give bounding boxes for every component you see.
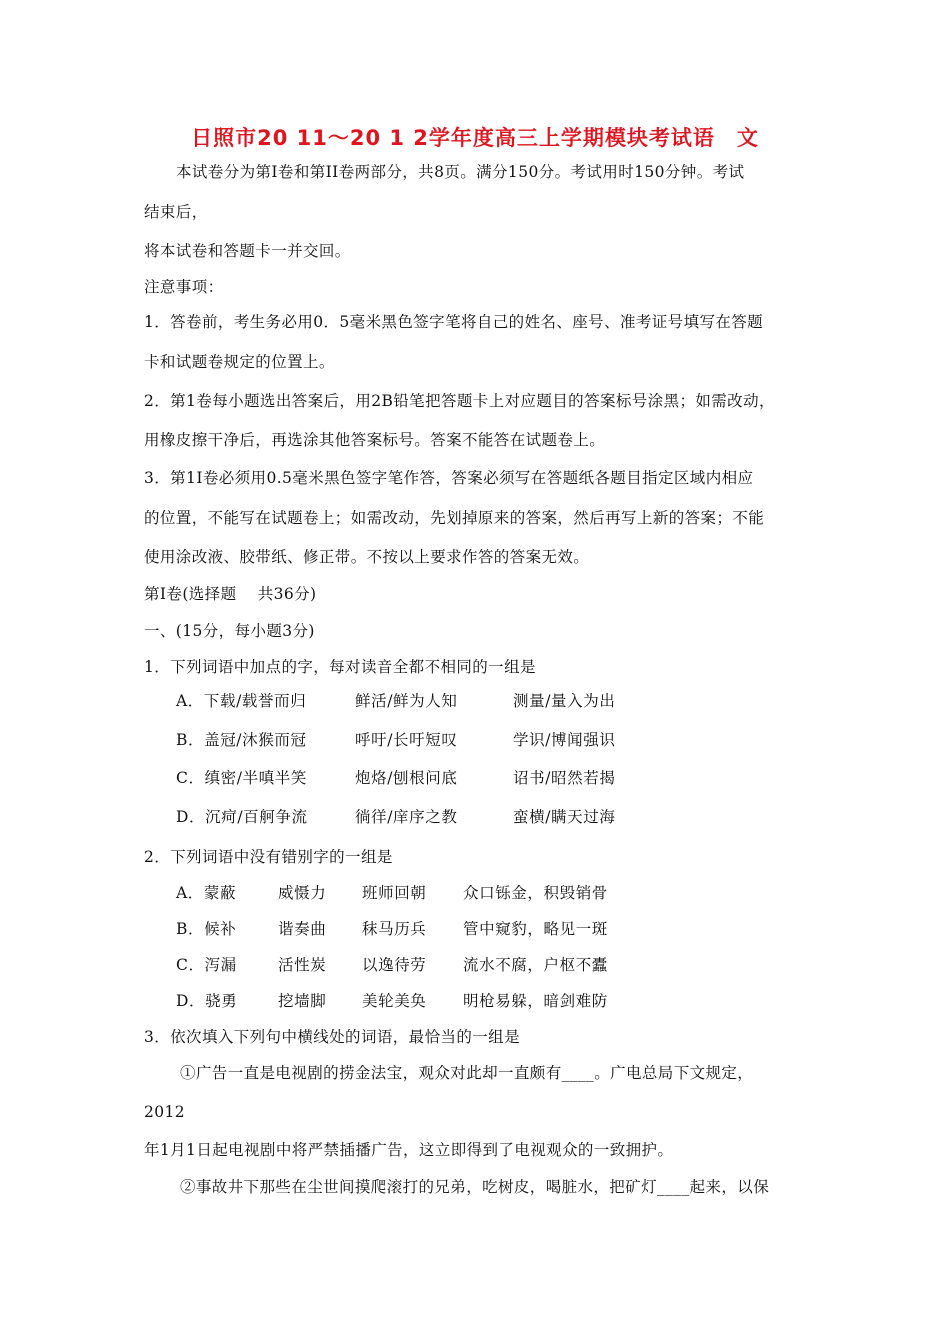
- q2-option-b-3: 秣马历兵: [362, 920, 427, 938]
- q2-option-d-4: 明枪易躲，暗剑难防: [463, 992, 608, 1010]
- intro-line-1: 本试卷分为第Ⅰ卷和第II卷两部分，共8页。满分150分。考试用时150分钟。考试: [176, 163, 745, 181]
- notice-line-3: 2．第1卷每小题选出答案后，用2B铅笔把答题卡上对应题目的答案标号涂黑；如需改动，: [144, 392, 775, 410]
- section-heading: 第Ⅰ卷(选择题 共36分): [144, 585, 317, 603]
- intro-line-3: 将本试卷和答题卡一并交回。: [144, 242, 351, 260]
- q1-option-c-2: 炮烙/刨根问底: [355, 769, 458, 787]
- q1-option-a-1: A．下载/载誉而归: [176, 692, 307, 710]
- q1-option-a-2: 鲜活/鲜为人知: [355, 692, 458, 710]
- q1-option-c-3: 诏书/昭然若揭: [513, 769, 616, 787]
- q2-option-c-2: 活性炭: [278, 956, 327, 974]
- notice-line-4: 用橡皮擦干净后，再选涂其他答案标号。答案不能答在试题卷上。: [144, 431, 606, 449]
- notice-line-7: 使用涂改液、胶带纸、修正带。不按以上要求作答的答案无效。: [144, 548, 590, 566]
- q1-option-d-3: 蛮横/瞒天过海: [513, 808, 616, 826]
- notice-heading: 注意事项：: [144, 278, 224, 296]
- q2-option-b-4: 管中窥豹，略见一斑: [463, 920, 608, 938]
- q2-option-d-1: D．骁勇: [176, 992, 238, 1010]
- q3-sentence-1: ①广告一直是电视剧的捞金法宝，观众对此却一直颇有____。广电总局下文规定，: [180, 1064, 754, 1082]
- q2-option-a-1: A．蒙蔽: [176, 884, 237, 902]
- q2-option-a-4: 众口铄金，积毁销骨: [463, 884, 608, 902]
- q1-option-b-3: 学识/博闻强识: [513, 731, 616, 749]
- q2-option-d-3: 美轮美奂: [362, 992, 427, 1010]
- notice-line-1: 1．答卷前，考生务必用0．5毫米黑色签字笔将自己的姓名、座号、准考证号填写在答题: [144, 313, 764, 331]
- q3-sentence-1-cont-a: 2012: [144, 1103, 186, 1121]
- q1-option-c-1: C．缜密/半嗔半笑: [176, 769, 307, 787]
- q1-option-b-1: B．盖冠/沐猴而冠: [176, 731, 307, 749]
- q2-option-d-2: 挖墙脚: [278, 992, 327, 1010]
- q2-option-a-2: 威慑力: [278, 884, 327, 902]
- q2-option-c-3: 以逸待劳: [362, 956, 427, 974]
- q2-option-c-1: C．泻漏: [176, 956, 237, 974]
- q2-option-a-3: 班师回朝: [362, 884, 427, 902]
- q2-option-b-2: 谐奏曲: [278, 920, 327, 938]
- part-heading: 一、(15分，每小题3分): [144, 622, 315, 640]
- question-2-stem: 2．下列词语中没有错别字的一组是: [144, 848, 393, 866]
- q1-option-d-1: D．沉疴/百舸争流: [176, 808, 308, 826]
- q3-sentence-1-cont-b: 年1月1日起电视剧中将严禁插播广告，这立即得到了电视观众的一致拥护。: [144, 1141, 674, 1159]
- q2-option-b-1: B．候补: [176, 920, 237, 938]
- q3-sentence-2: ②事故井下那些在尘世间摸爬滚打的兄弟，吃树皮，喝脏水，把矿灯____起来，以保: [180, 1178, 770, 1196]
- q1-option-b-2: 呼吁/长吁短叹: [355, 731, 458, 749]
- notice-line-2: 卡和试题卷规定的位置上。: [144, 353, 335, 371]
- q1-option-a-3: 测量/量入为出: [513, 692, 616, 710]
- notice-line-6: 的位置，不能写在试题卷上；如需改动，先划掉原来的答案，然后再写上新的答案；不能: [144, 509, 765, 527]
- q1-option-d-2: 徜徉/庠序之教: [355, 808, 458, 826]
- document-title: 日照市20 11～20 1 2学年度高三上学期模块考试语 文: [191, 126, 759, 150]
- notice-line-5: 3．第1I卷必须用0.5毫米黑色签字笔作答，答案必须写在答题纸各题目指定区域内相应: [144, 469, 754, 487]
- question-3-stem: 3．依次填入下列句中横线处的词语，最恰当的一组是: [144, 1028, 520, 1046]
- intro-line-2: 结束后，: [144, 203, 208, 221]
- question-1-stem: 1．下列词语中加点的字，每对读音全都不相同的一组是: [144, 658, 536, 676]
- q2-option-c-4: 流水不腐，户枢不蠹: [463, 956, 608, 974]
